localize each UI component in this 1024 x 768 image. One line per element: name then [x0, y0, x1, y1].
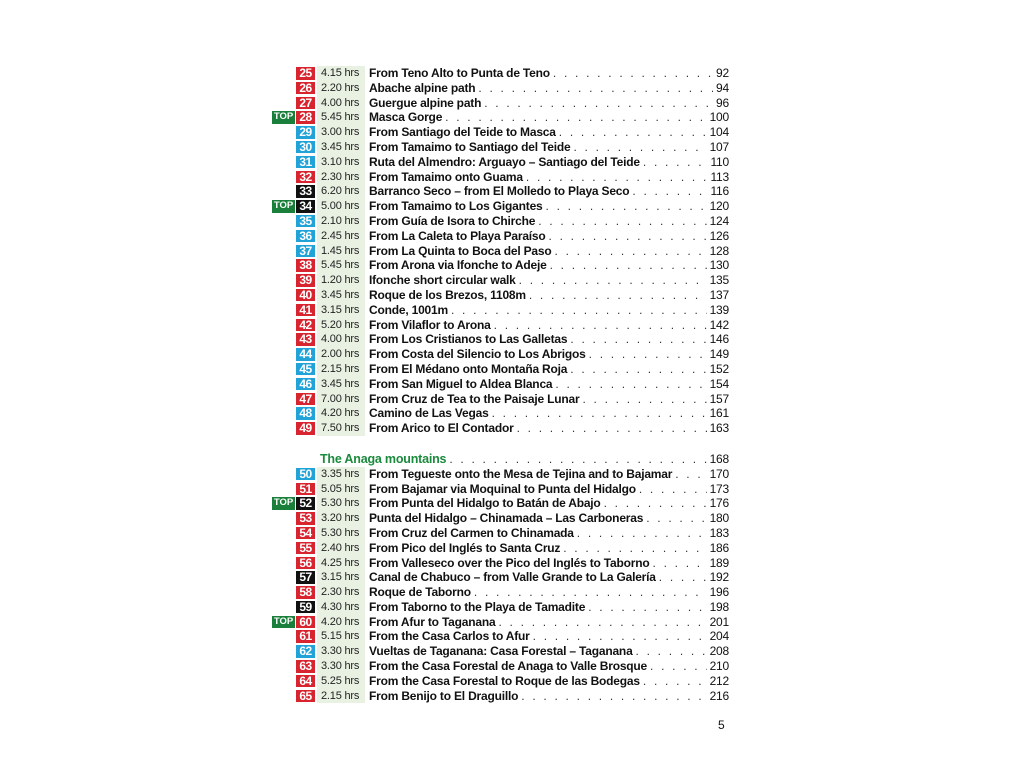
toc-entry[interactable] [272, 66, 732, 81]
walk-duration: 5.30 hrs [317, 526, 365, 541]
walk-page: 94 [716, 80, 729, 95]
walk-duration: 3.30 hrs [317, 659, 365, 674]
walk-duration: 4.00 hrs [317, 332, 365, 347]
walk-duration: 2.20 hrs [317, 81, 365, 96]
leader-dots [492, 406, 707, 421]
toc-entry[interactable] [272, 482, 732, 497]
walk-page: 126 [709, 228, 729, 243]
walk-title: From Los Cristianos to Las Galletas [369, 332, 568, 347]
walk-duration: 4.20 hrs [317, 406, 365, 421]
walk-title: From Guía de Isora to Chirche [369, 213, 536, 228]
walk-duration: 4.00 hrs [317, 96, 365, 111]
top-badge: TOP [273, 200, 294, 212]
walk-page: 198 [709, 599, 729, 614]
toc-entry[interactable] [272, 318, 732, 333]
walk-title: From Taborno to the Playa de Tamadite [369, 599, 586, 614]
walk-page: 208 [709, 644, 729, 659]
walk-page: 157 [709, 391, 729, 406]
toc-entry[interactable] [272, 258, 732, 273]
toc-entry[interactable] [272, 332, 732, 347]
leader-dots [559, 125, 707, 140]
walk-duration: 3.20 hrs [317, 511, 365, 526]
toc-entry[interactable] [272, 184, 732, 199]
walk-duration: 3.15 hrs [317, 570, 365, 585]
walk-title: From La Quinta to Boca del Paso [369, 243, 552, 258]
leader-dots [643, 155, 708, 170]
walk-duration: 6.20 hrs [317, 184, 365, 199]
leader-dots [474, 585, 707, 600]
walk-duration: 3.45 hrs [317, 288, 365, 303]
toc-entry[interactable] [272, 170, 732, 185]
leader-dots [573, 140, 706, 155]
walk-number-badge: 43 [296, 333, 315, 346]
walk-duration: 2.30 hrs [317, 585, 365, 600]
walk-number-badge: 65 [296, 690, 315, 703]
toc-entry[interactable] [272, 659, 732, 674]
walk-title: From Bajamar via Moquinal to Punta del Hidalgo [369, 481, 636, 496]
walk-page: 154 [709, 376, 729, 391]
leader-dots [588, 600, 706, 615]
walk-page: 180 [709, 511, 729, 526]
walk-duration: 2.45 hrs [317, 229, 365, 244]
walk-number-badge: 35 [296, 215, 315, 228]
toc-entry[interactable] [272, 406, 732, 421]
toc-entry[interactable] [272, 96, 732, 111]
walk-duration: 5.30 hrs [317, 496, 365, 511]
toc-entry[interactable] [272, 615, 732, 630]
leader-dots [555, 377, 706, 392]
walk-page: 130 [709, 258, 729, 273]
walk-title: From San Miguel to Aldea Blanca [369, 376, 553, 391]
walk-number-badge: 56 [296, 557, 315, 570]
walk-duration: 5.45 hrs [317, 258, 365, 273]
table-of-contents [272, 66, 732, 703]
leader-dots [582, 392, 706, 407]
walk-page: 196 [709, 585, 729, 600]
leader-dots [555, 244, 707, 259]
leader-dots [529, 288, 707, 303]
walk-list-south-west [272, 66, 732, 436]
walk-duration: 5.25 hrs [317, 674, 365, 689]
walk-page: 92 [716, 66, 729, 80]
walk-number-badge: 42 [296, 319, 315, 332]
leader-dots [449, 452, 706, 467]
walk-page: 110 [710, 154, 729, 169]
toc-entry[interactable] [272, 244, 732, 259]
walk-title: Ifonche short circular walk [369, 273, 516, 288]
leader-dots [659, 570, 707, 585]
walk-duration: 2.00 hrs [317, 347, 365, 362]
walk-duration: 7.00 hrs [317, 392, 365, 407]
walk-page: 192 [709, 570, 729, 585]
walk-duration: 4.20 hrs [317, 615, 365, 630]
walk-duration: 2.15 hrs [317, 689, 365, 704]
toc-entry[interactable] [272, 362, 732, 377]
walk-number-badge: 52 [296, 497, 315, 510]
walk-title: From Costa del Silencio to Los Abrigos [369, 347, 586, 362]
walk-duration: 5.05 hrs [317, 482, 365, 497]
top-badge: TOP [273, 615, 294, 627]
walk-page: 201 [709, 614, 729, 629]
walk-title: From Cruz de Tea to the Paisaje Lunar [369, 391, 580, 406]
toc-entry[interactable] [272, 541, 732, 556]
walk-page: 212 [709, 673, 729, 688]
toc-entry[interactable] [272, 600, 732, 615]
walk-number-badge: 30 [296, 141, 315, 154]
toc-entry[interactable] [272, 689, 732, 704]
toc-entry[interactable] [272, 214, 732, 229]
walk-page: 137 [709, 287, 729, 302]
leader-dots [604, 496, 707, 511]
walk-page: 104 [709, 125, 729, 140]
walk-duration: 2.15 hrs [317, 362, 365, 377]
leader-dots [498, 615, 706, 630]
walk-number-badge: 61 [296, 630, 315, 643]
leader-dots [675, 467, 706, 482]
leader-dots [553, 66, 713, 81]
walk-list-anaga [272, 467, 732, 704]
leader-dots [646, 511, 706, 526]
walk-number-badge: 26 [296, 82, 315, 95]
section-heading-row[interactable] [272, 452, 732, 467]
leader-dots [550, 258, 707, 273]
leader-dots [643, 674, 707, 689]
section-title: The Anaga mountains [320, 451, 447, 466]
walk-number-badge: 64 [296, 675, 315, 688]
leader-dots [517, 421, 707, 436]
walk-page: 152 [709, 361, 729, 376]
walk-number-badge: 60 [296, 616, 315, 629]
walk-duration: 7.50 hrs [317, 421, 365, 436]
walk-title: From Tamaimo to Santiago del Teide [369, 139, 571, 154]
toc-entry[interactable] [272, 347, 732, 362]
walk-title: Abache alpine path [369, 80, 476, 95]
walk-title: From Arona via Ifonche to Adeje [369, 258, 547, 273]
walk-duration: 3.30 hrs [317, 644, 365, 659]
walk-number-badge: 31 [296, 156, 315, 169]
walk-number-badge: 37 [296, 245, 315, 258]
walk-number-badge: 49 [296, 422, 315, 435]
leader-dots [653, 556, 707, 571]
leader-dots [494, 318, 707, 333]
walk-number-badge: 55 [296, 542, 315, 555]
top-badge: TOP [273, 497, 294, 509]
leader-dots [650, 659, 707, 674]
walk-title: From Arico to El Contador [369, 421, 514, 436]
walk-duration: 1.45 hrs [317, 244, 365, 259]
walk-duration: 3.10 hrs [317, 155, 365, 170]
leader-dots [589, 347, 707, 362]
walk-title: Roque de Taborno [369, 585, 471, 600]
walk-title: From Valleseco over the Pico del Inglés to Taborno [369, 555, 650, 570]
walk-duration: 4.15 hrs [317, 66, 365, 81]
walk-title: From El Médano onto Montaña Roja [369, 361, 568, 376]
walk-title: From the Casa Forestal de Anaga to Valle Brosque [369, 659, 648, 674]
walk-title: From Benijo to El Draguillo [369, 688, 519, 703]
walk-duration: 2.30 hrs [317, 170, 365, 185]
walk-page: 96 [716, 95, 729, 110]
walk-page: 170 [709, 466, 729, 481]
walk-number-badge: 47 [296, 393, 315, 406]
walk-title: Ruta del Almendro: Arguayo – Santiago del Teide [369, 154, 640, 169]
walk-duration: 5.45 hrs [317, 110, 365, 125]
walk-duration: 3.45 hrs [317, 140, 365, 155]
leader-dots [577, 526, 707, 541]
leader-dots [478, 81, 713, 96]
walk-page: 173 [709, 481, 729, 496]
walk-number-badge: 38 [296, 259, 315, 272]
toc-entry[interactable] [272, 288, 732, 303]
toc-entry[interactable] [272, 556, 732, 571]
leader-dots [533, 629, 707, 644]
walk-page: 146 [709, 332, 729, 347]
walk-title: From Pico del Inglés to Santa Cruz [369, 540, 561, 555]
walk-number-badge: 44 [296, 348, 315, 361]
leader-dots [636, 644, 707, 659]
page-number: 5 [718, 718, 725, 732]
walk-number-badge: 57 [296, 571, 315, 584]
walk-title: Roque de los Brezos, 1108m [369, 287, 526, 302]
walk-number-badge: 62 [296, 645, 315, 658]
walk-duration: 4.25 hrs [317, 556, 365, 571]
walk-duration: 3.45 hrs [317, 377, 365, 392]
walk-page: 107 [709, 139, 729, 154]
toc-entry[interactable] [272, 229, 732, 244]
walk-title: Canal de Chabuco – from Valle Grande to La Galería [369, 570, 656, 585]
walk-title: From La Caleta to Playa Paraíso [369, 228, 546, 243]
walk-number-badge: 29 [296, 126, 315, 139]
spacer [272, 436, 732, 452]
walk-number-badge: 28 [296, 111, 315, 124]
walk-duration: 2.10 hrs [317, 214, 365, 229]
walk-title: From Teno Alto to Punta de Teno [369, 66, 550, 80]
walk-number-badge: 41 [296, 304, 315, 317]
toc-entry[interactable] [272, 199, 732, 214]
walk-duration: 4.30 hrs [317, 600, 365, 615]
toc-entry[interactable] [272, 140, 732, 155]
toc-entry[interactable] [272, 155, 732, 170]
toc-entry[interactable] [272, 110, 732, 125]
walk-title: Vueltas de Taganana: Casa Forestal – Taganana [369, 644, 633, 659]
walk-title: Guergue alpine path [369, 95, 482, 110]
walk-page: 139 [709, 302, 729, 317]
walk-number-badge: 46 [296, 378, 315, 391]
leader-dots [639, 482, 707, 497]
walk-title: From the Casa Forestal to Roque de las Bodegas [369, 673, 640, 688]
toc-entry[interactable] [272, 585, 732, 600]
walk-number-badge: 36 [296, 230, 315, 243]
leader-dots [632, 184, 707, 199]
section-page: 168 [709, 451, 729, 466]
walk-title: Punta del Hidalgo – Chinamada – Las Carboneras [369, 511, 644, 526]
toc-entry[interactable] [272, 467, 732, 482]
walk-page: 113 [710, 169, 729, 184]
walk-page: 204 [709, 629, 729, 644]
toc-entry[interactable] [272, 526, 732, 541]
toc-entry[interactable] [272, 392, 732, 407]
walk-page: 183 [709, 525, 729, 540]
walk-page: 128 [709, 243, 729, 258]
toc-entry[interactable] [272, 674, 732, 689]
walk-page: 163 [709, 421, 729, 436]
walk-number-badge: 34 [296, 200, 315, 213]
walk-number-badge: 58 [296, 586, 315, 599]
walk-title: From Tamaimo onto Guama [369, 169, 523, 184]
walk-page: 142 [709, 317, 729, 332]
toc-entry[interactable] [272, 421, 732, 436]
toc-entry[interactable] [272, 629, 732, 644]
walk-duration: 3.00 hrs [317, 125, 365, 140]
walk-title: Conde, 1001m [369, 302, 448, 317]
walk-number-badge: 32 [296, 171, 315, 184]
walk-duration: 5.20 hrs [317, 318, 365, 333]
leader-dots [445, 110, 706, 125]
walk-title: From Afur to Taganana [369, 614, 496, 629]
leader-dots [570, 332, 706, 347]
walk-page: 116 [710, 184, 729, 199]
walk-page: 216 [709, 688, 729, 703]
walk-number-badge: 54 [296, 527, 315, 540]
walk-page: 124 [709, 213, 729, 228]
walk-number-badge: 40 [296, 289, 315, 302]
leader-dots [563, 541, 706, 556]
walk-number-badge: 53 [296, 512, 315, 525]
walk-page: 161 [709, 406, 729, 421]
walk-number-badge: 51 [296, 483, 315, 496]
walk-page: 176 [709, 496, 729, 511]
leader-dots [526, 170, 708, 185]
toc-entry[interactable] [272, 273, 732, 288]
walk-number-badge: 39 [296, 274, 315, 287]
toc-entry[interactable] [272, 377, 732, 392]
walk-title: From Cruz del Carmen to Chinamada [369, 525, 574, 540]
walk-number-badge: 50 [296, 468, 315, 481]
walk-page: 120 [709, 199, 729, 214]
walk-title: From Tamaimo to Los Gigantes [369, 199, 543, 214]
toc-entry[interactable] [272, 496, 732, 511]
leader-dots [549, 229, 707, 244]
toc-entry[interactable] [272, 303, 732, 318]
leader-dots [521, 689, 706, 704]
walk-number-badge: 33 [296, 185, 315, 198]
walk-title: From Santiago del Teide to Masca [369, 125, 556, 140]
walk-page: 189 [709, 555, 729, 570]
walk-title: Camino de Las Vegas [369, 406, 489, 421]
walk-page: 186 [709, 540, 729, 555]
toc-entry[interactable] [272, 570, 732, 585]
toc-entry[interactable] [272, 644, 732, 659]
leader-dots [451, 303, 707, 318]
leader-dots [519, 273, 707, 288]
toc-entry[interactable] [272, 125, 732, 140]
walk-title: From the Casa Carlos to Afur [369, 629, 530, 644]
walk-number-badge: 63 [296, 660, 315, 673]
leader-dots [570, 362, 706, 377]
walk-number-badge: 59 [296, 601, 315, 614]
walk-duration: 5.15 hrs [317, 629, 365, 644]
leader-dots [538, 214, 706, 229]
walk-page: 210 [709, 659, 729, 674]
walk-page: 100 [709, 110, 729, 125]
walk-title: Masca Gorge [369, 110, 443, 125]
walk-title: From Vilaflor to Arona [369, 317, 491, 332]
walk-duration: 3.35 hrs [317, 467, 365, 482]
leader-dots [546, 199, 707, 214]
walk-duration: 3.15 hrs [317, 303, 365, 318]
walk-number-badge: 27 [296, 97, 315, 110]
walk-number-badge: 25 [296, 67, 315, 80]
toc-entry[interactable] [272, 81, 732, 96]
walk-duration: 2.40 hrs [317, 541, 365, 556]
walk-duration: 5.00 hrs [317, 199, 365, 214]
top-badge: TOP [273, 111, 294, 123]
walk-title: From Tegueste onto the Mesa de Tejina and to Bajamar [369, 466, 673, 481]
leader-dots [484, 96, 713, 111]
walk-number-badge: 48 [296, 407, 315, 420]
walk-title: Barranco Seco – from El Molledo to Playa Seco [369, 184, 630, 199]
toc-entry[interactable] [272, 511, 732, 526]
walk-number-badge: 45 [296, 363, 315, 376]
walk-page: 149 [709, 347, 729, 362]
walk-title: From Punta del Hidalgo to Batán de Abajo [369, 496, 601, 511]
walk-duration: 1.20 hrs [317, 273, 365, 288]
walk-page: 135 [709, 273, 729, 288]
